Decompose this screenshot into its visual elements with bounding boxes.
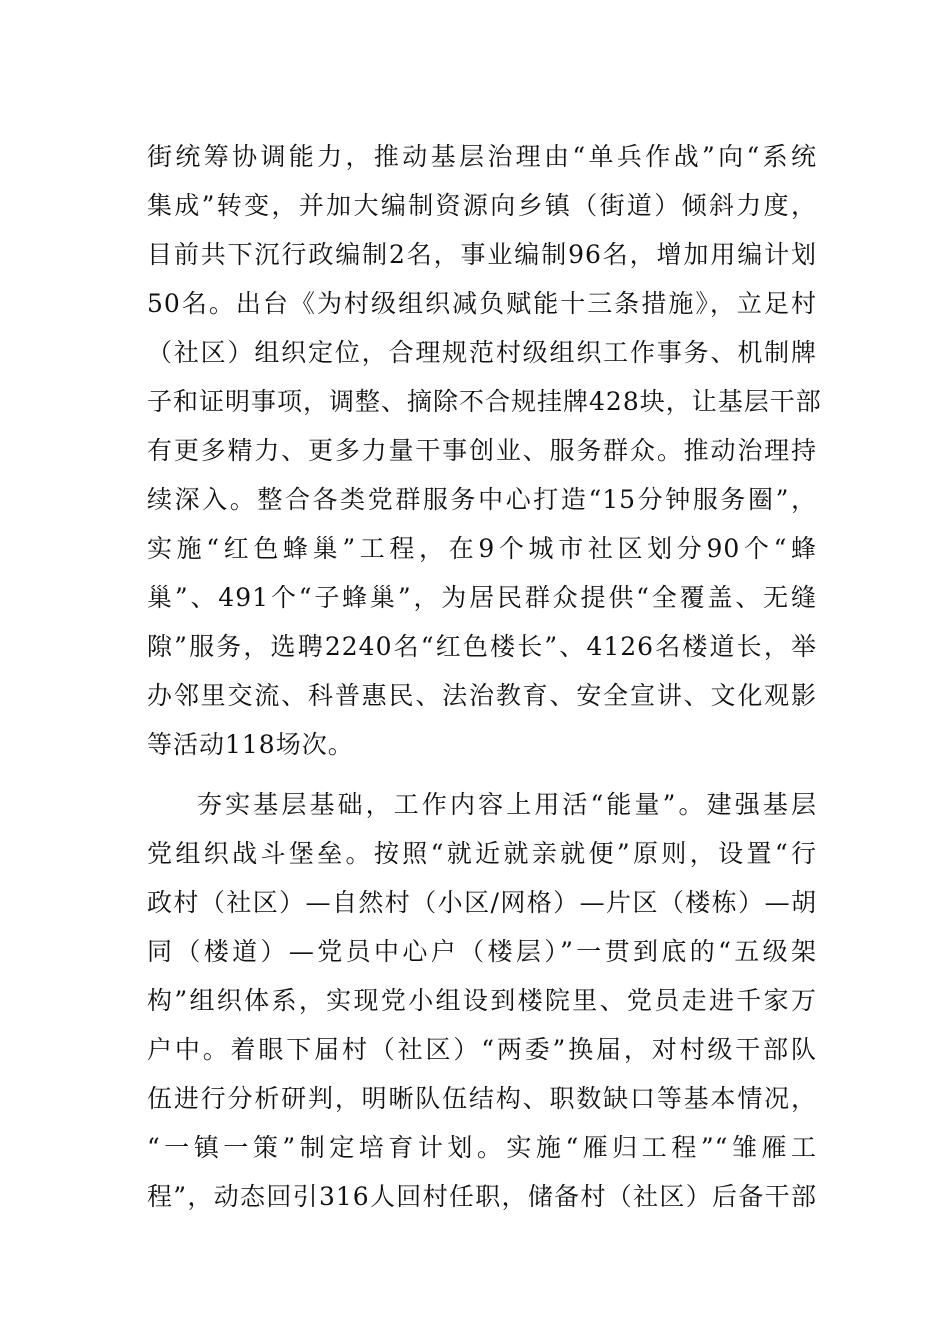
paragraph-1-line: 街统筹协调能力，推动基层治理由“单兵作战”向“系统	[147, 142, 817, 171]
paragraph-1	[147, 132, 822, 769]
paragraph-2	[147, 780, 817, 1221]
paragraph-1-line: 集成”转变，并加大编制资源向乡镇（街道）倾斜力度，	[147, 191, 817, 220]
paragraph-2-line: 构”组织体系，实现党小组设到楼院里、党员走进千家万	[147, 986, 817, 1015]
paragraph-1-line: 有更多精力、更多力量干事创业、服务群众。推动治理持	[147, 436, 817, 465]
paragraph-1-line: 续深入。整合各类党群服务中心打造“15分钟服务圈”，	[147, 485, 817, 514]
paragraph-2-line: 党组织战斗堡垒。按照“就近就亲就便”原则，设置“行	[147, 839, 817, 868]
paragraph-2-line: “一镇一策”制定培育计划。实施“雁归工程”“雏雁工	[147, 1133, 817, 1162]
paragraph-2-line: 程”，动态回引316人回村任职，储备村（社区）后备干部	[147, 1182, 817, 1211]
paragraph-2-line-first: 夯实基层基础，工作内容上用活“能量”。建强基层	[197, 790, 817, 819]
paragraph-1-line-last: 等活动118场次。	[147, 730, 354, 759]
paragraph-2-line: 同（楼道）—党员中心户（楼层）”一贯到底的“五级架	[147, 937, 817, 966]
paragraph-1-line: 办邻里交流、科普惠民、法治教育、安全宣讲、文化观影	[147, 681, 817, 710]
paragraph-2-line: 伍进行分析研判，明晰队伍结构、职数缺口等基本情况，	[147, 1084, 817, 1113]
paragraph-2-line: 政村（社区）—自然村（小区/网格）—片区（楼栋）—胡	[147, 888, 817, 917]
paragraph-1-line: 实施“红色蜂巢”工程，在9个城市社区划分90个“蜂	[147, 534, 817, 563]
paragraph-1-line: 50名。出台《为村级组织减负赋能十三条措施》，立足村	[147, 289, 817, 318]
paragraph-1-line: 隙”服务，选聘2240名“红色楼长”、4126名楼道长，举	[147, 632, 817, 661]
paragraph-2-line: 户中。着眼下届村（社区）“两委”换届，对村级干部队	[147, 1035, 817, 1064]
paragraph-1-line: 巢”、491个“子蜂巢”，为居民群众提供“全覆盖、无缝	[147, 583, 817, 612]
paragraph-1-line: （社区）组织定位，合理规范村级组织工作事务、机制牌	[147, 338, 817, 367]
paragraph-1-line: 目前共下沉行政编制2名，事业编制96名，增加用编计划	[147, 240, 817, 269]
paragraph-1-line: 子和证明事项，调整、摘除不合规挂牌428块，让基层干部	[147, 387, 822, 416]
